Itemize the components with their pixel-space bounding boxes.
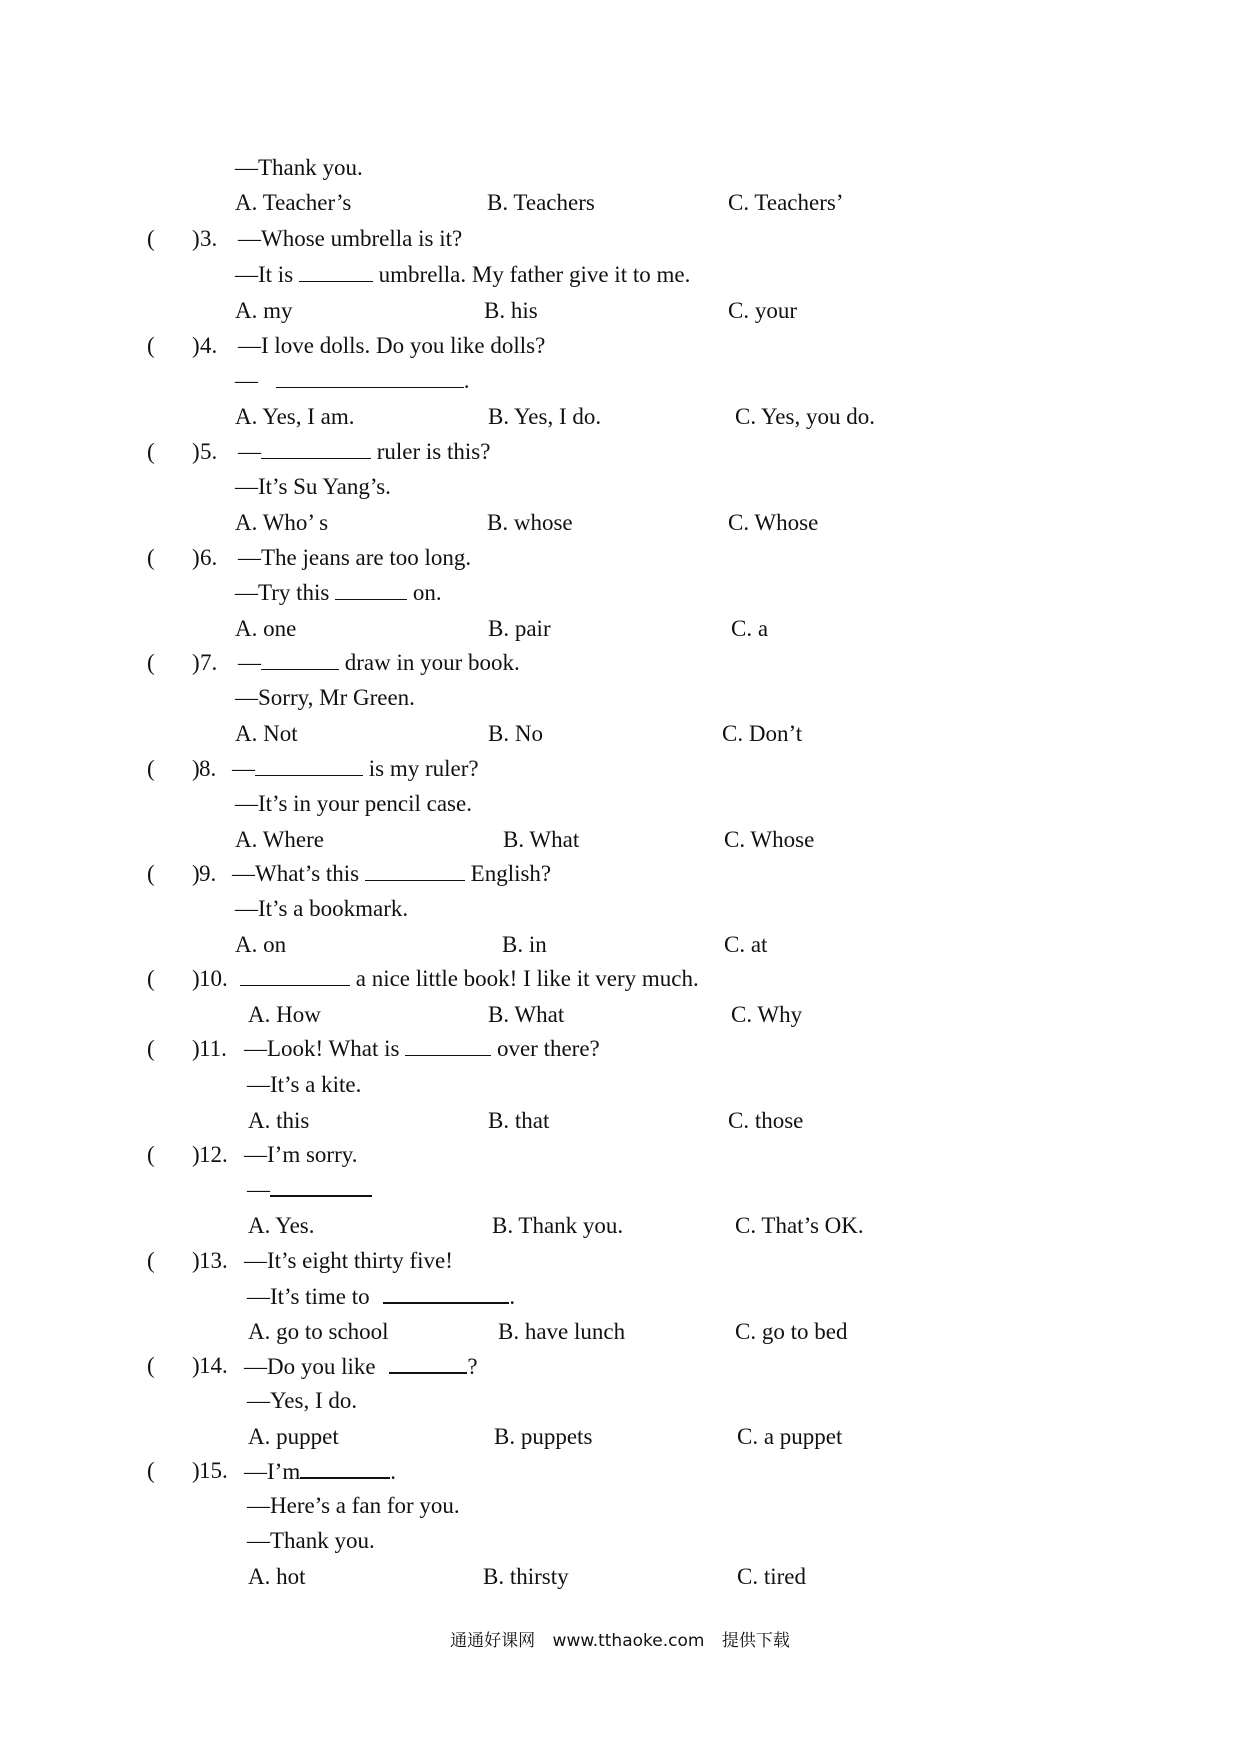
option-b: B. thirsty: [483, 1564, 569, 1589]
option-b: B. pair: [488, 616, 551, 641]
question-reply-2: —Thank you.: [247, 1528, 375, 1553]
reply-text-end: umbrella. My father give it to me.: [378, 262, 691, 287]
option-a: A. How: [248, 1002, 321, 1027]
question-reply: —Sorry, Mr Green.: [235, 685, 415, 710]
answer-blank: [405, 1035, 491, 1056]
reply-text: —It is: [235, 262, 294, 287]
question-number: 14.: [199, 1353, 228, 1378]
question-number: 11.: [199, 1036, 227, 1061]
question-number: 13.: [199, 1248, 228, 1273]
reply-text: —Try this: [235, 580, 330, 605]
question-prompt: —I’m sorry.: [244, 1142, 358, 1167]
option-a: A. Not: [235, 721, 298, 746]
question-number: 15.: [199, 1458, 228, 1483]
question-reply: —Here’s a fan for you.: [247, 1493, 460, 1518]
answer-blank: [240, 965, 350, 986]
answer-paren-close: ): [192, 226, 200, 251]
option-a: A. hot: [248, 1564, 306, 1589]
option-c: C. a: [731, 616, 769, 641]
answer-paren-open: (: [147, 1142, 155, 1167]
option-a: A. go to school: [248, 1319, 389, 1344]
answer-paren-close: ): [192, 1353, 200, 1378]
answer-paren-open: (: [147, 650, 155, 675]
question-number: 3.: [200, 226, 218, 251]
question-number: 4.: [200, 333, 218, 358]
reply-text-end: .: [463, 368, 470, 393]
answer-paren-close: ): [192, 1036, 200, 1061]
option-c: C. go to bed: [735, 1319, 848, 1344]
option-b: B. his: [484, 298, 538, 323]
answer-paren-open: (: [147, 966, 155, 991]
prompt-text: —Look! What is: [244, 1036, 400, 1061]
footer-url[interactable]: www.tthaoke.com: [552, 1631, 705, 1651]
reply-text: —It’s time to: [247, 1284, 370, 1309]
answer-paren-close: ): [192, 966, 200, 991]
prompt-text: is my ruler?: [368, 756, 479, 781]
answer-paren-close: ): [192, 439, 200, 464]
reply-text-end: on.: [412, 580, 442, 605]
answer-blank: [383, 1282, 509, 1304]
answer-paren-open: (: [147, 1036, 155, 1061]
answer-blank: [300, 1457, 390, 1479]
prompt-text: —What’s this: [232, 861, 360, 886]
option-c: C. your: [728, 298, 797, 323]
question-prompt: [238, 649, 520, 677]
answer-blank: [270, 1175, 372, 1197]
option-c: C. Whose: [728, 510, 819, 535]
option-a: A. my: [235, 298, 293, 323]
prompt-text-end: ?: [467, 1354, 478, 1379]
option-b: B. that: [488, 1108, 550, 1133]
option-b: B. Yes, I do.: [488, 404, 602, 429]
question-prompt: [232, 755, 479, 783]
question-prompt: —Whose umbrella is it?: [238, 226, 463, 251]
footer-note: 提供下载: [721, 1631, 790, 1651]
question-reply: —It’s in your pencil case.: [235, 791, 472, 816]
answer-blank: [276, 367, 464, 388]
answer-paren-open: (: [147, 226, 155, 251]
question-prompt: [244, 1352, 478, 1381]
question-reply: [247, 1175, 372, 1204]
option-c: C. Whose: [724, 827, 815, 852]
answer-paren-close: ): [192, 861, 200, 886]
option-b: B. in: [502, 932, 547, 957]
option-b: B. whose: [487, 510, 573, 535]
answer-paren-open: (: [147, 439, 155, 464]
answer-paren-close: ): [192, 650, 200, 675]
answer-paren-close: ): [192, 333, 200, 358]
question-prompt: —The jeans are too long.: [238, 545, 472, 570]
answer-paren-open: (: [147, 1248, 155, 1273]
question-number: 9.: [199, 861, 217, 886]
prompt-text: —I’m: [244, 1459, 301, 1484]
question-number: 12.: [199, 1142, 228, 1167]
question-prompt: —It’s eight thirty five!: [244, 1248, 453, 1273]
question-number: 8.: [199, 756, 217, 781]
question-reply: —It’s Su Yang’s.: [235, 474, 391, 499]
answer-paren-open: (: [147, 545, 155, 570]
option-c: C. those: [728, 1108, 804, 1133]
question-prompt: [232, 860, 551, 888]
prompt-text: —Do you like: [244, 1354, 376, 1379]
answer-paren-open: (: [147, 861, 155, 886]
question-number: 7.: [200, 650, 218, 675]
question-reply: —Yes, I do.: [247, 1388, 358, 1413]
option-b: B. puppets: [494, 1424, 593, 1449]
q2-option-c: C. Teachers’: [728, 190, 844, 215]
footer-site-name: 通通好课网: [450, 1631, 536, 1651]
question-reply: [247, 1282, 515, 1311]
page-footer: [0, 1626, 1240, 1651]
prompt-dash: —: [232, 756, 255, 781]
prompt-dash: —: [238, 439, 261, 464]
option-c: C. tired: [737, 1564, 806, 1589]
answer-paren-open: (: [147, 756, 155, 781]
answer-paren-open: (: [147, 1353, 155, 1378]
option-b: B. have lunch: [498, 1319, 626, 1344]
answer-blank: [299, 261, 373, 282]
option-a: A. puppet: [248, 1424, 339, 1449]
answer-paren-close: ): [192, 545, 200, 570]
question-number: 5.: [200, 439, 218, 464]
option-c: C. Why: [731, 1002, 803, 1027]
q2-option-b: B. Teachers: [487, 190, 595, 215]
question-reply: —It’s a kite.: [247, 1072, 362, 1097]
answer-blank: [261, 438, 371, 459]
reply-dash: —: [235, 368, 258, 393]
question-number: 6.: [200, 545, 218, 570]
option-c: C. That’s OK.: [735, 1213, 864, 1238]
question-prompt: [240, 965, 699, 993]
question-prompt: [244, 1035, 600, 1063]
answer-paren-close: ): [192, 1142, 200, 1167]
reply-dash: —: [247, 1177, 270, 1202]
option-a: A. on: [235, 932, 287, 957]
prompt-text-end: .: [390, 1459, 396, 1484]
answer-paren-open: (: [147, 1458, 155, 1483]
prompt-dash: —: [238, 650, 261, 675]
question-number: 10.: [199, 966, 228, 991]
option-a: A. this: [248, 1108, 310, 1133]
answer-blank: [335, 579, 407, 600]
option-b: B. Thank you.: [492, 1213, 624, 1238]
option-a: A. one: [235, 616, 297, 641]
q2-reply: —Thank you.: [235, 155, 363, 180]
option-b: B. What: [488, 1002, 565, 1027]
answer-blank: [365, 860, 465, 881]
question-reply: [235, 579, 442, 607]
option-c: C. at: [724, 932, 768, 957]
option-c: C. Yes, you do.: [735, 404, 875, 429]
answer-paren-open: (: [147, 333, 155, 358]
option-b: B. No: [488, 721, 543, 746]
option-c: C. Don’t: [722, 721, 803, 746]
answer-blank: [255, 755, 363, 776]
reply-text-end: .: [509, 1284, 516, 1309]
q2-option-a: A. Teacher’s: [235, 190, 352, 215]
question-prompt: [238, 438, 490, 466]
prompt-text-end: English?: [470, 861, 552, 886]
prompt-text: a nice little book! I like it very much.: [355, 966, 699, 991]
question-reply: —It’s a bookmark.: [235, 896, 409, 921]
question-reply: [235, 367, 470, 395]
option-a: A. Yes, I am.: [235, 404, 355, 429]
question-prompt: [244, 1457, 396, 1486]
answer-blank: [389, 1352, 467, 1374]
question-prompt: —I love dolls. Do you like dolls?: [238, 333, 546, 358]
question-reply: [235, 261, 690, 289]
option-a: A. Yes.: [248, 1213, 315, 1238]
answer-blank: [261, 649, 339, 670]
prompt-text: ruler is this?: [376, 439, 491, 464]
prompt-text-end: over there?: [496, 1036, 600, 1061]
prompt-text: draw in your book.: [344, 650, 520, 675]
option-a: A. Who’ s: [235, 510, 329, 535]
option-c: C. a puppet: [737, 1424, 843, 1449]
answer-paren-close: ): [192, 756, 200, 781]
answer-paren-close: ): [192, 1248, 200, 1273]
option-a: A. Where: [235, 827, 324, 852]
answer-paren-close: ): [192, 1458, 200, 1483]
option-b: B. What: [503, 827, 580, 852]
